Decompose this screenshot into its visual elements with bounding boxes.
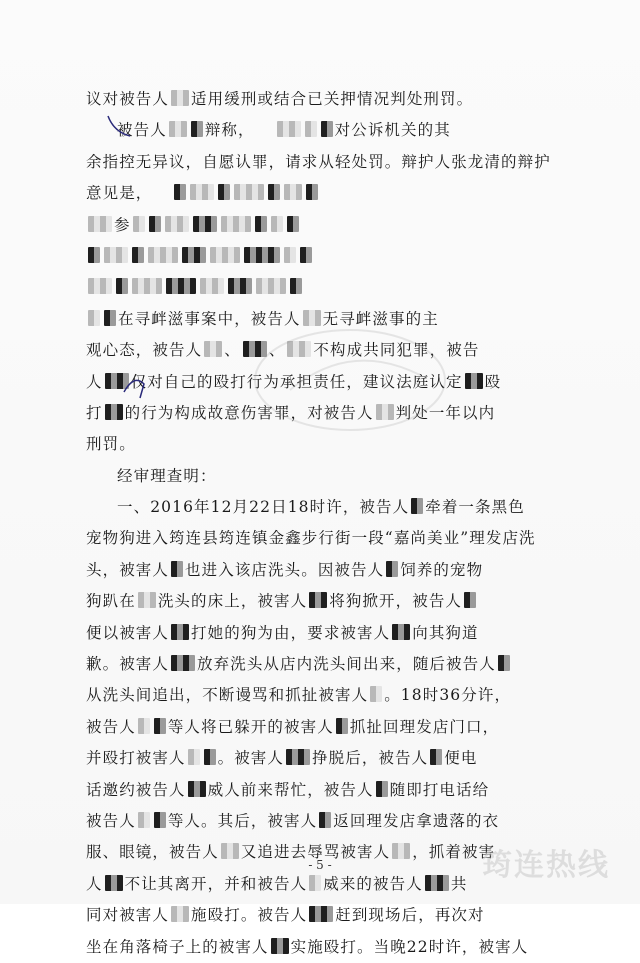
text-run: 坐在角落椅子上的被害人 — [86, 937, 269, 956]
text-run: 施殴打。被告人 — [191, 906, 308, 925]
text-run: 不让其离开，并和被告人 — [124, 874, 308, 893]
redaction-block — [228, 278, 252, 294]
text-line — [86, 147, 576, 178]
text-line — [86, 649, 576, 680]
text-run: 打 — [86, 403, 103, 422]
text-run: 话邀约被告人 — [86, 780, 186, 799]
redaction-block — [171, 561, 183, 577]
redaction-block — [133, 216, 145, 232]
text-line — [86, 210, 576, 241]
text-line — [86, 900, 576, 931]
redaction-block — [234, 184, 264, 200]
redaction-block — [154, 812, 166, 828]
redaction-block — [271, 938, 289, 954]
redaction-block — [191, 121, 203, 137]
redaction-block — [188, 749, 200, 765]
redaction-block — [303, 310, 321, 326]
redaction-block — [336, 718, 348, 734]
redaction-block — [171, 655, 195, 671]
text-run: 余指控无异议，自愿认罪，请求从轻处罚。辩护人张龙清的辩护 — [86, 152, 551, 171]
text-line — [86, 743, 576, 774]
redaction-block — [88, 278, 112, 294]
text-run: 便以被害人 — [86, 623, 170, 642]
text-run: 刑罚。 — [86, 435, 136, 454]
redaction-block — [104, 247, 128, 263]
redaction-block — [193, 216, 217, 232]
redaction-block — [309, 875, 321, 891]
redaction-block — [386, 561, 398, 577]
redaction-block — [465, 373, 483, 389]
text-line — [86, 178, 576, 209]
redaction-block — [309, 592, 327, 608]
redaction-block — [305, 121, 317, 137]
redaction-block — [376, 781, 388, 797]
text-run: 、 — [224, 341, 241, 360]
text-run: 赶到现场后，再次对 — [335, 906, 485, 925]
redaction-block — [188, 781, 206, 797]
redaction-block — [286, 749, 310, 765]
text-run: 议对被告人 — [86, 90, 170, 108]
text-run: 放弃洗头从店内洗头间出来，随后被告人 — [197, 655, 496, 674]
text-run: 歉。被害人 — [86, 655, 170, 674]
redaction-block — [284, 184, 302, 200]
redaction-block — [105, 875, 123, 891]
redaction-block — [105, 373, 129, 389]
text-run: 被告人 — [86, 811, 136, 830]
text-run: 判处一年以内 — [395, 403, 496, 422]
text-run: 威来的被告人 — [323, 874, 423, 893]
redaction-block — [171, 90, 189, 106]
redaction-block — [166, 278, 196, 294]
text-run: 威人前来帮忙，被告人 — [207, 780, 374, 799]
text-line — [86, 523, 576, 554]
text-line — [86, 241, 576, 272]
text-run: 辩称， — [204, 121, 255, 140]
text-run: 又追进去辱骂被害人 — [240, 843, 391, 862]
text-run: 随即打电话给 — [389, 780, 490, 799]
redaction-block — [221, 843, 239, 859]
site-watermark: 筠连热线 — [482, 848, 610, 883]
redaction-block — [104, 310, 116, 326]
text-run: 等人将已躲开的被害人 — [167, 717, 334, 736]
text-line — [86, 335, 576, 366]
redaction-block — [204, 749, 216, 765]
redaction-block — [88, 247, 100, 263]
text-line — [86, 555, 576, 586]
text-run: 经审理查明： — [117, 466, 217, 485]
text-run: 抓扯回理发店门口， — [349, 717, 500, 736]
text-run: 的行为构成故意伤害罪，对被告人 — [124, 403, 374, 422]
text-run: 饲养的宠物 — [400, 560, 484, 579]
redaction-block — [370, 686, 382, 702]
text-run: 意见是， — [86, 184, 153, 203]
redaction-block — [319, 812, 331, 828]
text-run: 宠物狗进入筠连县筠连镇金鑫步行街一段“嘉尚美业”理发店洗 — [86, 529, 536, 548]
text-run: 也进入该店洗头。因被告人 — [185, 560, 385, 579]
redaction-block — [243, 341, 267, 357]
text-run: 人 — [86, 372, 103, 391]
text-line — [86, 492, 576, 523]
redaction-block — [376, 404, 394, 420]
redaction-block — [171, 906, 189, 922]
text-run: 被告人 — [117, 121, 167, 140]
text-run: 在寻衅滋事案中，被告人 — [118, 309, 301, 328]
redaction-block — [132, 278, 162, 294]
text-run: 服、眼镜，被告人 — [86, 843, 219, 862]
text-line — [86, 806, 576, 837]
text-run: 等人。其后，被害人 — [167, 811, 318, 830]
text-run: 对公诉机关的其 — [334, 121, 451, 140]
text-line — [86, 712, 576, 743]
text-run: 不构成共同犯罪，被告 — [313, 341, 480, 360]
redaction-block — [287, 216, 299, 232]
text-line — [86, 84, 576, 115]
text-run: 人 — [86, 874, 103, 893]
text-line — [86, 461, 576, 492]
document-body — [86, 84, 576, 963]
redaction-block — [174, 184, 186, 200]
redaction-block — [88, 216, 112, 232]
text-run: 殴 — [484, 372, 502, 391]
redaction-block — [309, 906, 333, 922]
redaction-block — [392, 624, 410, 640]
text-run: 便电 — [444, 749, 478, 768]
text-run: 、 — [268, 341, 286, 360]
text-run: 。18时36分许， — [384, 686, 512, 705]
redaction-block — [218, 184, 230, 200]
redaction-block — [138, 812, 150, 828]
redaction-block — [284, 247, 296, 263]
redaction-block — [287, 341, 311, 357]
redaction-block — [290, 278, 302, 294]
redaction-block — [425, 875, 449, 891]
text-run: 向其狗道 — [412, 623, 479, 642]
text-run: 无寻衅滋事的主 — [322, 309, 439, 328]
text-run: 参 — [114, 215, 131, 234]
redaction-block — [277, 121, 301, 137]
text-line — [86, 680, 576, 711]
redaction-block — [200, 278, 224, 294]
text-run: 。被害人 — [217, 749, 285, 768]
redaction-block — [321, 121, 333, 137]
redaction-block — [268, 184, 280, 200]
redaction-block — [169, 121, 187, 137]
text-run: 牵着一条黑色 — [425, 498, 525, 517]
text-run: 从洗头间追出，不断谩骂和抓扯被害人 — [86, 686, 369, 705]
redaction-block — [244, 247, 280, 263]
text-run: 观心态，被告人 — [86, 341, 203, 360]
redaction-block — [132, 247, 144, 263]
redaction-block — [171, 624, 189, 640]
text-run: 仅对自己的殴打行为承担责任，建议法庭认定 — [130, 372, 463, 391]
redaction-block — [105, 404, 123, 420]
redaction-block — [138, 592, 156, 608]
text-line — [86, 272, 576, 303]
redaction-block — [430, 749, 442, 765]
redaction-block — [210, 247, 240, 263]
text-run: 挣脱后，被告人 — [312, 749, 429, 768]
text-line — [86, 932, 576, 963]
redaction-block — [138, 718, 150, 734]
redaction-block — [498, 655, 510, 671]
text-run: 同对被害人 — [86, 906, 170, 925]
redaction-block — [306, 184, 318, 200]
redaction-block — [392, 843, 410, 859]
text-line — [86, 429, 576, 460]
redaction-block — [256, 278, 286, 294]
redaction-block — [300, 247, 312, 263]
text-line — [86, 304, 576, 335]
redaction-block — [221, 216, 251, 232]
text-run: 洗头的床上，被害人 — [157, 592, 308, 611]
redaction-block — [255, 216, 267, 232]
text-run: 一、2016年12月22日18时许，被告人 — [117, 498, 410, 517]
text-run: 适用缓刑或结合已关押情况判处刑罚。 — [191, 90, 474, 108]
redaction-block — [204, 341, 222, 357]
text-line — [86, 115, 576, 146]
redaction-block — [88, 310, 100, 326]
redaction-block — [148, 247, 178, 263]
text-line — [86, 586, 576, 617]
redaction-block — [165, 216, 189, 232]
redaction-block — [190, 184, 214, 200]
text-line — [86, 367, 576, 398]
text-run: 将狗掀开，被告人 — [329, 592, 463, 611]
page-number: - 5 - — [308, 858, 332, 872]
text-run: 狗趴在 — [86, 592, 136, 611]
text-run: 并殴打被害人 — [86, 749, 186, 768]
text-line — [86, 775, 576, 806]
redaction-block — [464, 592, 476, 608]
text-run: 共 — [450, 874, 468, 893]
redaction-block — [154, 718, 166, 734]
redaction-block — [116, 278, 128, 294]
text-run: 打她的狗为由，要求被害人 — [191, 623, 391, 642]
redaction-block — [149, 216, 161, 232]
text-line — [86, 398, 576, 429]
text-line — [86, 618, 576, 649]
redaction-block — [271, 216, 283, 232]
text-run: 被告人 — [86, 717, 136, 736]
redaction-block — [182, 247, 206, 263]
text-run: 返回理发店拿遗落的衣 — [333, 811, 500, 830]
text-run: ，抓着被害 — [412, 843, 496, 862]
text-run: 头，被害人 — [86, 560, 170, 579]
text-run: 实施殴打。当晚22时许，被害人 — [290, 937, 529, 956]
redaction-block — [411, 498, 423, 514]
